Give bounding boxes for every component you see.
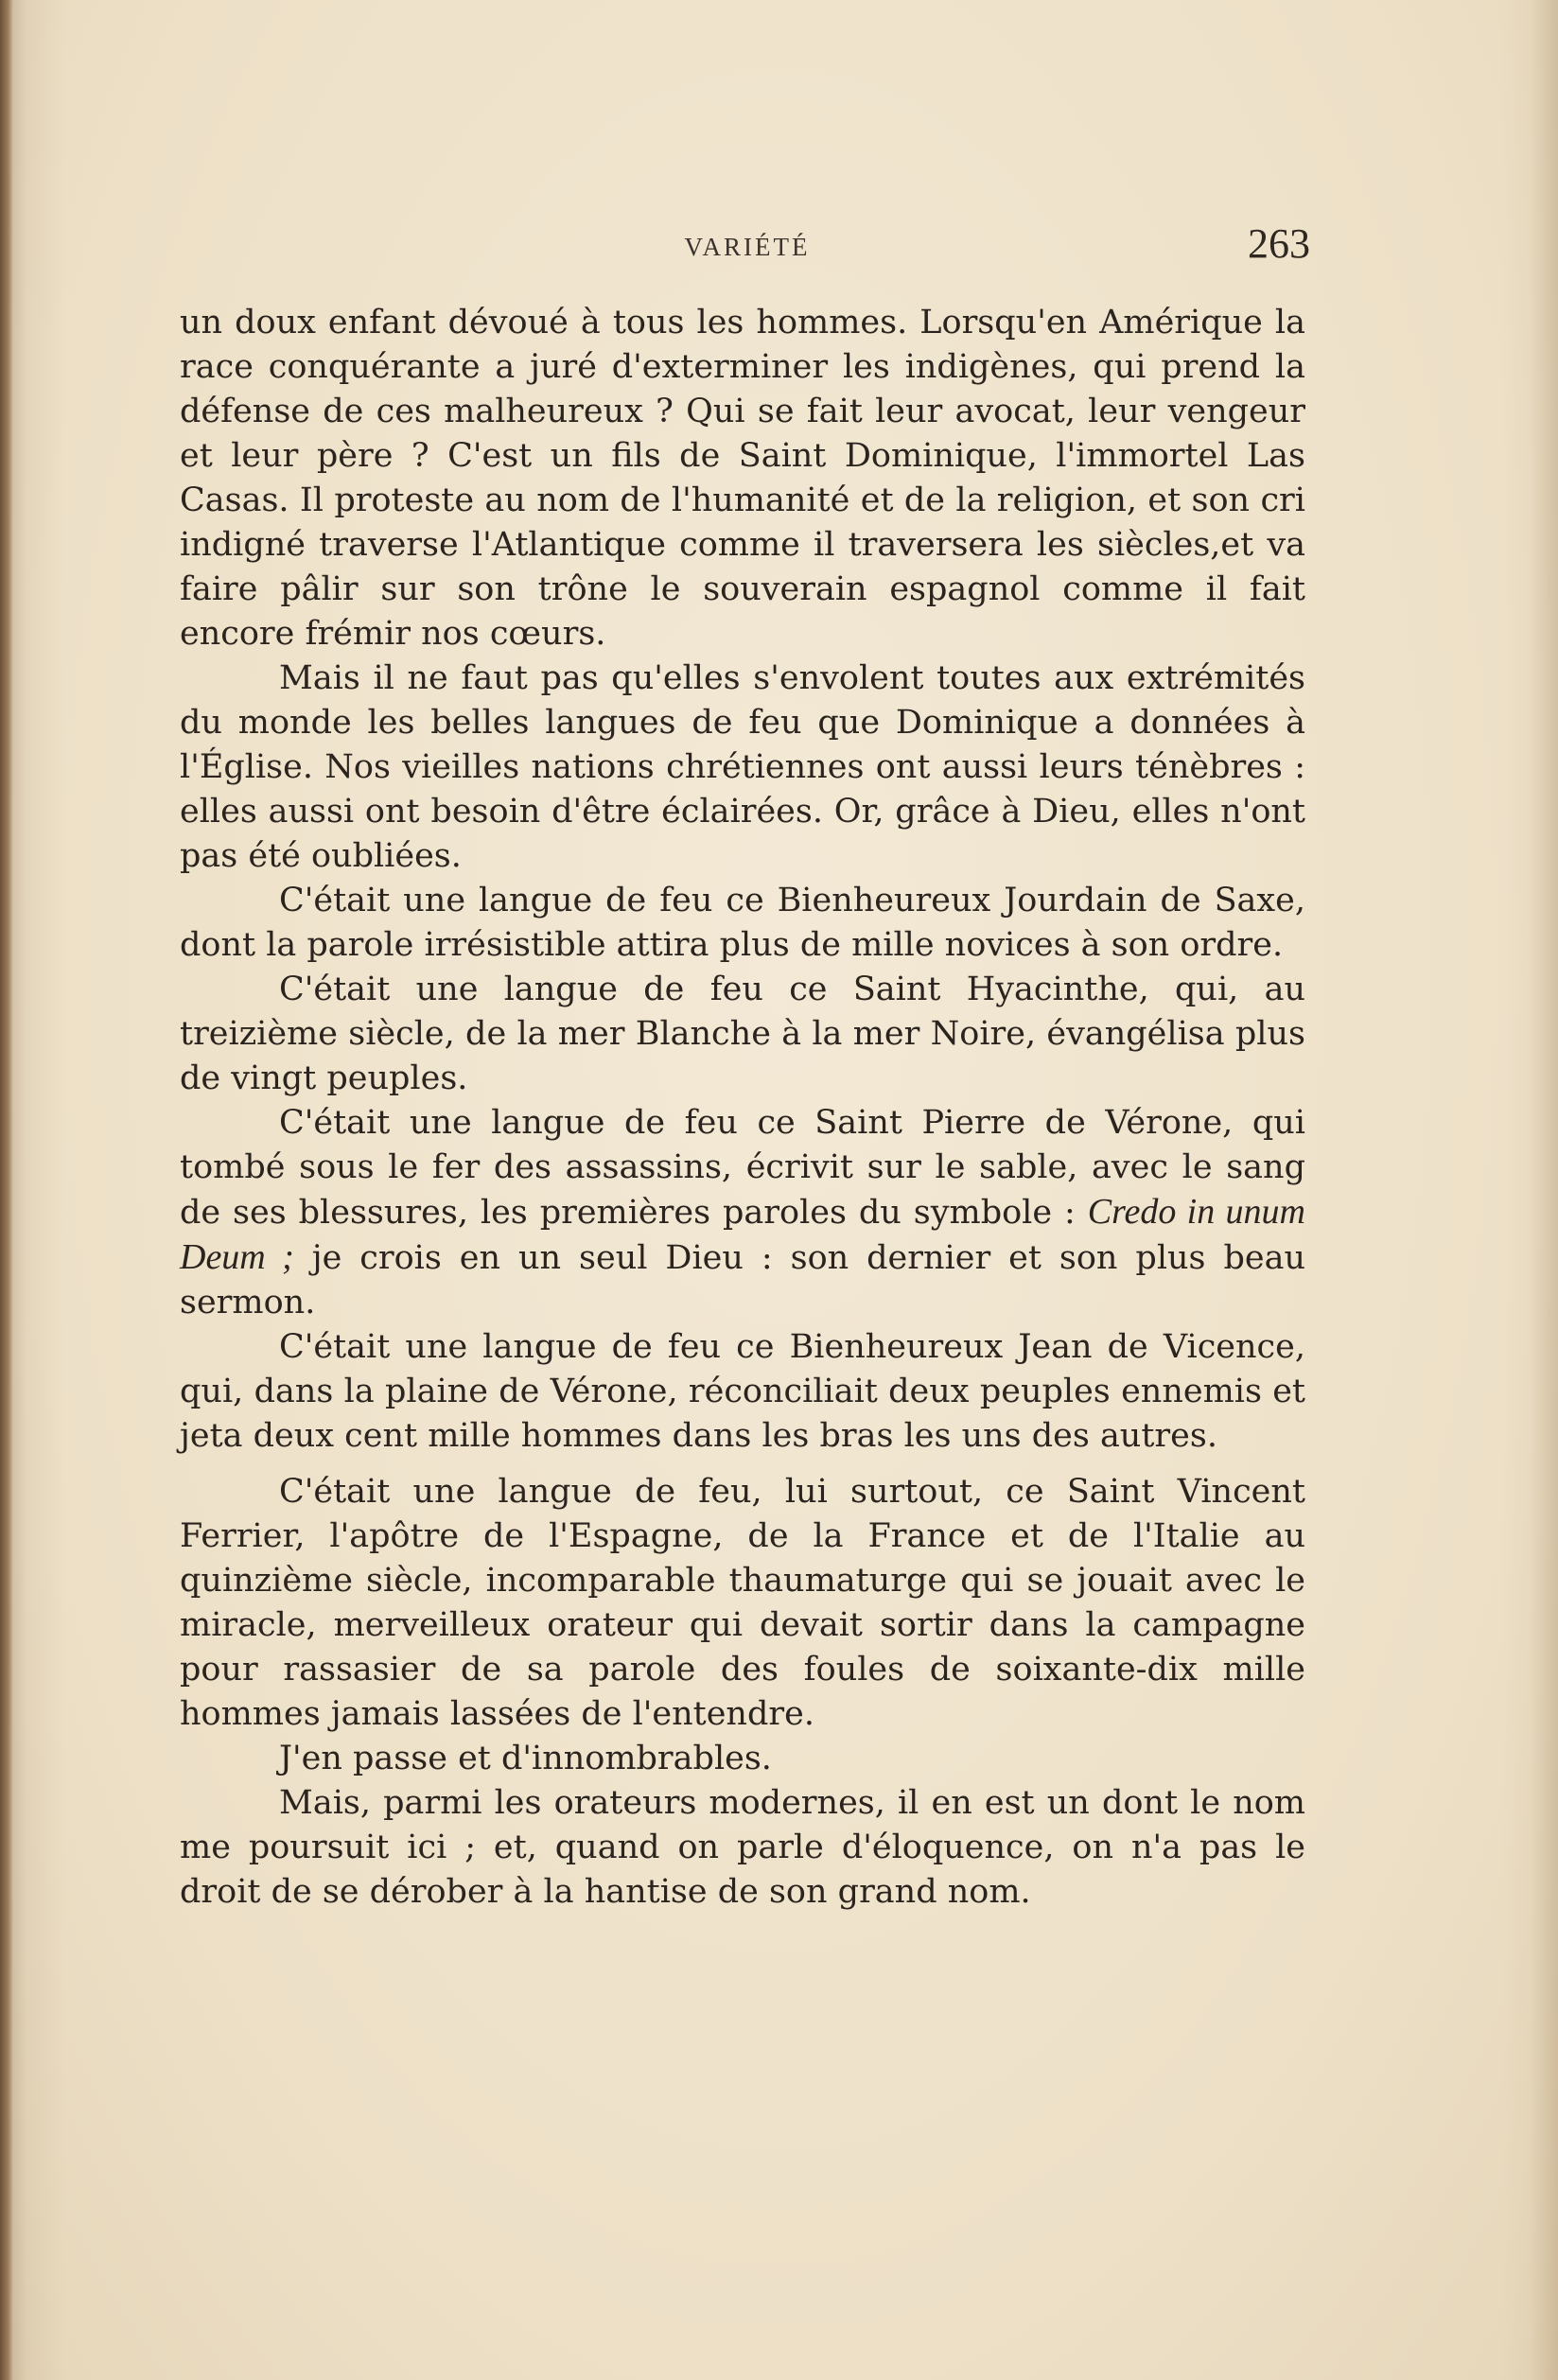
- running-title: VARIÉTÉ: [684, 233, 811, 261]
- paragraph-saint-hyacinthe: C'était une langue de feu ce Saint Hyacinthe, qui, au treizième siècle, de la mer Blanche à la mer Noire, évangélisa plus de vingt peuples.: [180, 971, 1305, 1097]
- paragraph-pierre-de-verone: [180, 1101, 1305, 1325]
- paragraph-orateurs-modernes: Mais, parmi les orateurs modernes, il en est un dont le nom me poursuit ici ; et, quand on parle d'éloquence, on n'a pas le droit de se dérober à la hantise de son grand nom.: [180, 1784, 1305, 1911]
- running-head: [184, 219, 1310, 276]
- page-number: 263: [1248, 220, 1310, 267]
- paragraph-las-casas: un doux enfant dévoué à tous les hommes. Lorsqu'en Amérique la race conquérante a juré d'exterminer les indigènes, qui prend la défense de ces malheureux ? Qui se fait leur avocat, leur vengeur et leur père ? C'est un fils de Saint Dominique, l'immortel Las Casas. Il proteste au nom de l'humanité et de la religion, et son cri indigné traverse l'Atlantique comme il traversera les siècles,et va faire pâlir sur son trône le souverain espagnol comme il fait encore frémir nos cœurs.: [180, 304, 1305, 653]
- paragraph-text: C'était une langue de feu ce Saint Pierre de Vérone, qui tombé sous le fer des assassins, écrivit sur le sable, avec le sang de ses blessures, les premières paroles du symbole :: [180, 1104, 1305, 1232]
- paragraph-vincent-ferrier: C'était une langue de feu, lui surtout, ce Saint Vincent Ferrier, l'apôtre de l'Espagne, de la France et de l'Italie au quinzième siècle, incomparable thaumaturge qui se jouait avec le miracle, merveilleux orateur qui devait sortir dans la campagne pour rassasier de sa parole des foules de soixante-dix mille hommes jamais lassées de l'entendre.: [180, 1473, 1305, 1733]
- paragraph-text: je crois en un seul Dieu : son dernier et son plus beau sermon.: [180, 1239, 1306, 1321]
- paragraph-jourdain-de-saxe: C'était une langue de feu ce Bienheureux Jourdain de Saxe, dont la parole irrésistible attira plus de mille novices à son ordre.: [180, 882, 1305, 964]
- body-text: [180, 301, 1305, 1915]
- paragraph-jean-de-vicence: C'était une langue de feu ce Bienheureux Jean de Vicence, qui, dans la plaine de Vérone, réconciliait deux peuples ennemis et jeta deux cent mille hommes dans les bras les uns des autres.: [180, 1328, 1305, 1455]
- creed-quotation: Credo in unum Deum ;: [180, 1192, 1305, 1277]
- book-spine-shadow: [0, 0, 13, 2380]
- paragraph-j-en-passe: J'en passe et d'innombrables.: [279, 1740, 772, 1777]
- paragraph-langues-de-feu: Mais il ne faut pas qu'elles s'envolent toutes aux extrémités du monde les belles langues de feu que Dominique a données à l'Église. Nos vieilles nations chrétiennes ont aussi leurs ténèbres : elles aussi ont besoin d'être éclairées. Or, grâce à Dieu, elles n'ont pas été oubliées.: [180, 659, 1305, 875]
